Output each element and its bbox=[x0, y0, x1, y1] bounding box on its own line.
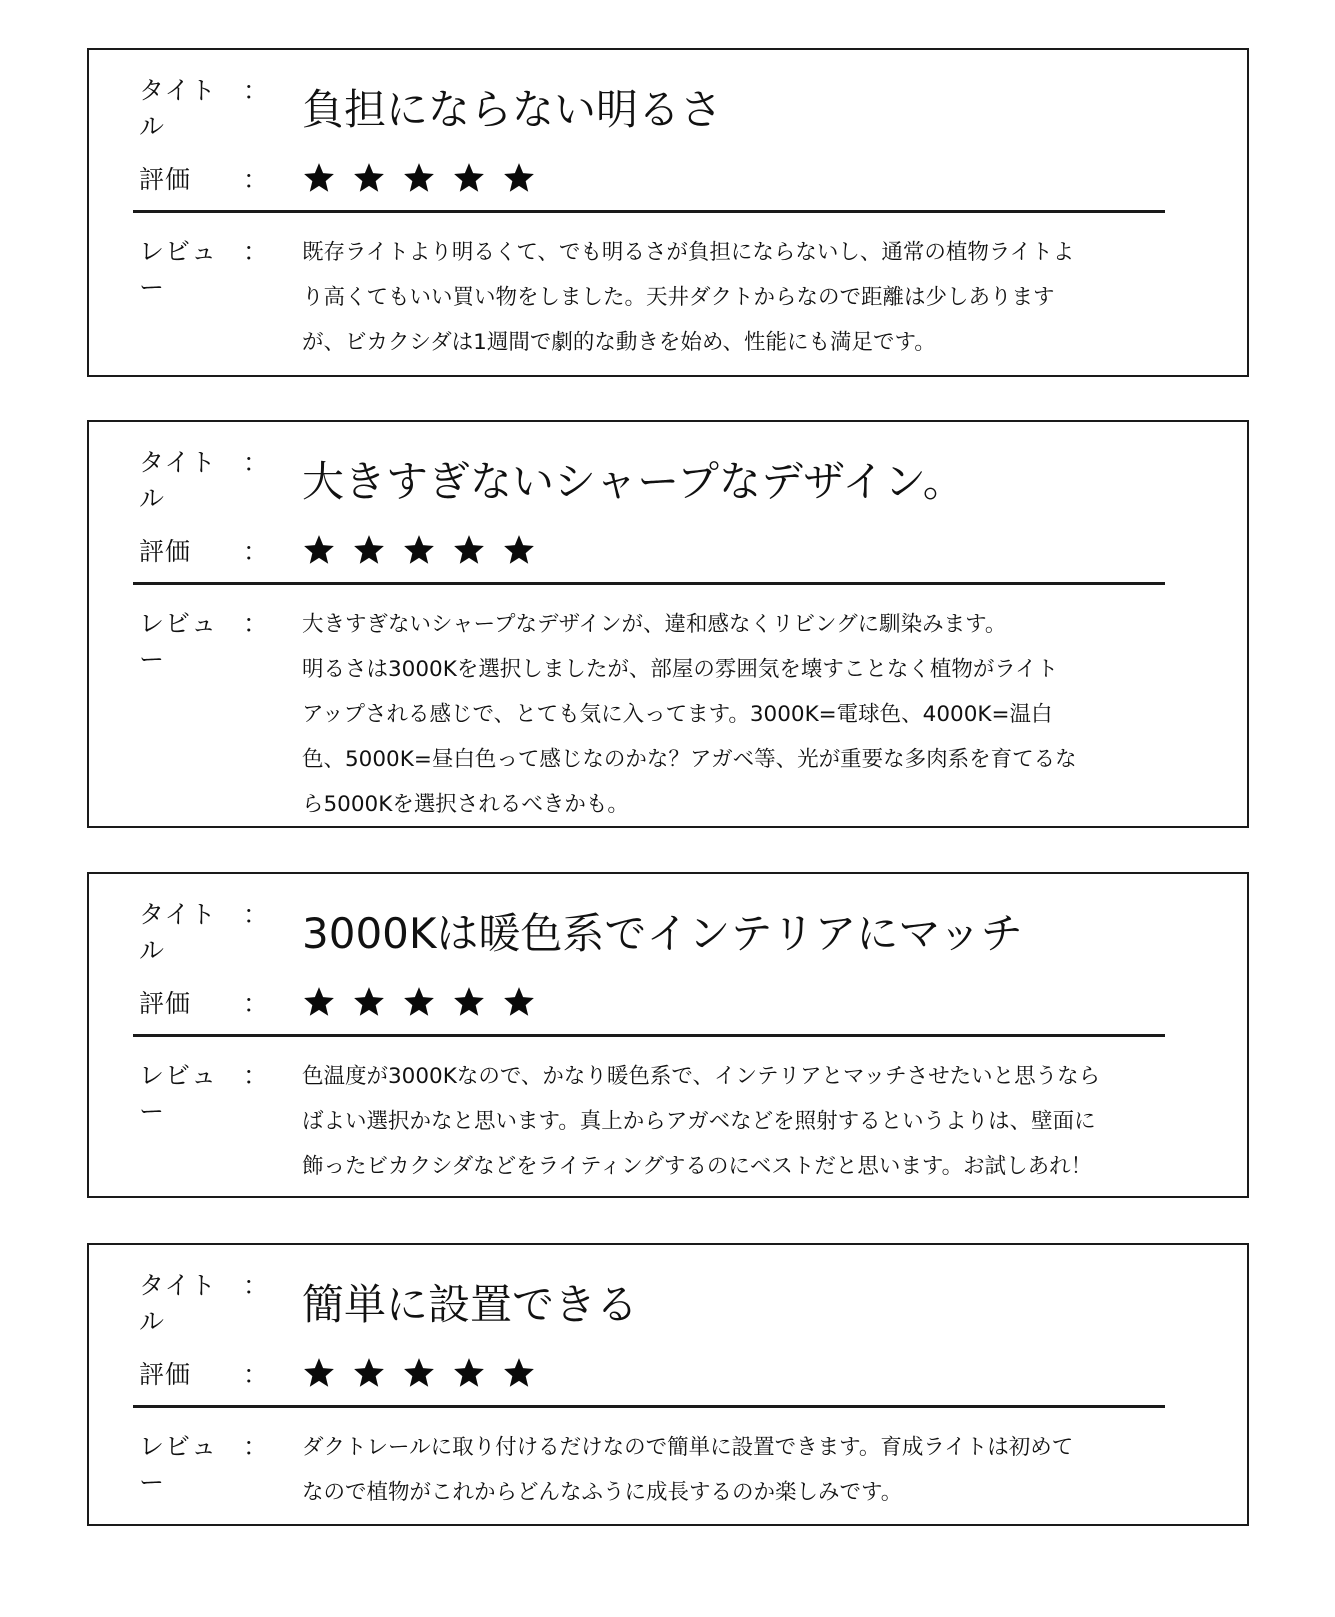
divider bbox=[133, 1405, 1165, 1408]
star-icon bbox=[302, 1356, 336, 1390]
review-row bbox=[139, 1054, 1182, 1189]
title-label: タイトル ： bbox=[139, 1271, 269, 1336]
review-line: なので植物がこれからどんなふうに成長するのか楽しみです。 bbox=[302, 1480, 903, 1505]
review-row bbox=[139, 1425, 1182, 1515]
star-icon bbox=[502, 1356, 536, 1390]
review-line: ばよい選択かなと思います。真上からアガベなどを照射するというよりは、壁面に bbox=[302, 1109, 1096, 1134]
star-rating bbox=[302, 985, 536, 1019]
star-rating bbox=[302, 1356, 536, 1390]
review-body bbox=[302, 602, 1182, 827]
star-icon bbox=[302, 533, 336, 567]
review-line: ら5000Kを選択されるべきかも。 bbox=[302, 792, 629, 817]
star-icon bbox=[402, 161, 436, 195]
star-icon bbox=[352, 533, 386, 567]
review-line: 飾ったビカクシダなどをライティングするのにベストだと思います。お試しあれ！ bbox=[302, 1154, 1093, 1179]
review-line: 既存ライトより明るくて、でも明るさが負担にならないし、通常の植物ライトよ bbox=[302, 240, 1075, 265]
review-line: アップされる感じで、とても気に入ってます。3000K=電球色、4000K=温白 bbox=[302, 702, 1053, 727]
star-rating bbox=[302, 533, 536, 567]
star-icon bbox=[352, 161, 386, 195]
title-label: タイトル ： bbox=[139, 76, 269, 141]
star-rating bbox=[302, 161, 536, 195]
rating-label: 評価 ： bbox=[139, 1360, 269, 1389]
rating-label: 評価 ： bbox=[139, 537, 269, 566]
star-icon bbox=[502, 161, 536, 195]
review-body bbox=[302, 230, 1182, 365]
review-line: 大きすぎないシャープなデザインが、違和感なくリビングに馴染みます。 bbox=[302, 612, 1007, 637]
review-body bbox=[302, 1054, 1182, 1189]
review-row bbox=[139, 602, 1182, 827]
review-label: レビュー ： bbox=[139, 609, 269, 674]
review-title: 負担にならない明るさ bbox=[302, 85, 723, 134]
rating-row bbox=[139, 982, 536, 1022]
star-icon bbox=[452, 533, 486, 567]
review-row bbox=[139, 230, 1182, 365]
review-line: 色温度が3000Kなので、かなり暖色系で、インテリアとマッチさせたいと思うなら bbox=[302, 1064, 1101, 1089]
review-body bbox=[302, 1425, 1182, 1515]
review-label: レビュー ： bbox=[139, 1061, 269, 1126]
star-icon bbox=[302, 985, 336, 1019]
star-icon bbox=[402, 1356, 436, 1390]
review-title: 3000Kは暖色系でインテリアにマッチ bbox=[302, 909, 1023, 958]
title-row bbox=[139, 76, 1199, 141]
review-label: レビュー ： bbox=[139, 1432, 269, 1497]
review-label: レビュー ： bbox=[139, 237, 269, 302]
review-card bbox=[87, 420, 1249, 828]
star-icon bbox=[352, 1356, 386, 1390]
review-title: 大きすぎないシャープなデザイン。 bbox=[302, 457, 965, 506]
rating-row bbox=[139, 158, 536, 198]
review-line: 色、5000K=昼白色って感じなのかな？アガベ等、光が重要な多肉系を育てるな bbox=[302, 747, 1077, 772]
star-icon bbox=[352, 985, 386, 1019]
review-line: が、ビカクシダは1週間で劇的な動きを始め、性能にも満足です。 bbox=[302, 330, 936, 355]
star-icon bbox=[302, 161, 336, 195]
star-icon bbox=[452, 985, 486, 1019]
review-line: り高くてもいい買い物をしました。天井ダクトからなので距離は少しあります bbox=[302, 285, 1055, 310]
title-label: タイトル ： bbox=[139, 900, 269, 965]
rating-label: 評価 ： bbox=[139, 165, 269, 194]
divider bbox=[133, 1034, 1165, 1037]
title-label: タイトル ： bbox=[139, 448, 269, 513]
review-line: 明るさは3000Kを選択しましたが、部屋の雰囲気を壊すことなく植物がライト bbox=[302, 657, 1059, 682]
review-card bbox=[87, 1243, 1249, 1526]
star-icon bbox=[452, 161, 486, 195]
title-row bbox=[139, 900, 1199, 965]
review-title: 簡単に設置できる bbox=[302, 1280, 639, 1329]
rating-row bbox=[139, 530, 536, 570]
star-icon bbox=[502, 985, 536, 1019]
divider bbox=[133, 210, 1165, 213]
title-row bbox=[139, 448, 1199, 513]
rating-row bbox=[139, 1353, 536, 1393]
review-line: ダクトレールに取り付けるだけなので簡単に設置できます。育成ライトは初めて bbox=[302, 1435, 1074, 1460]
divider bbox=[133, 582, 1165, 585]
star-icon bbox=[402, 533, 436, 567]
review-card bbox=[87, 872, 1249, 1198]
star-icon bbox=[502, 533, 536, 567]
title-row bbox=[139, 1271, 1199, 1336]
review-card bbox=[87, 48, 1249, 377]
star-icon bbox=[402, 985, 436, 1019]
star-icon bbox=[452, 1356, 486, 1390]
rating-label: 評価 ： bbox=[139, 989, 269, 1018]
